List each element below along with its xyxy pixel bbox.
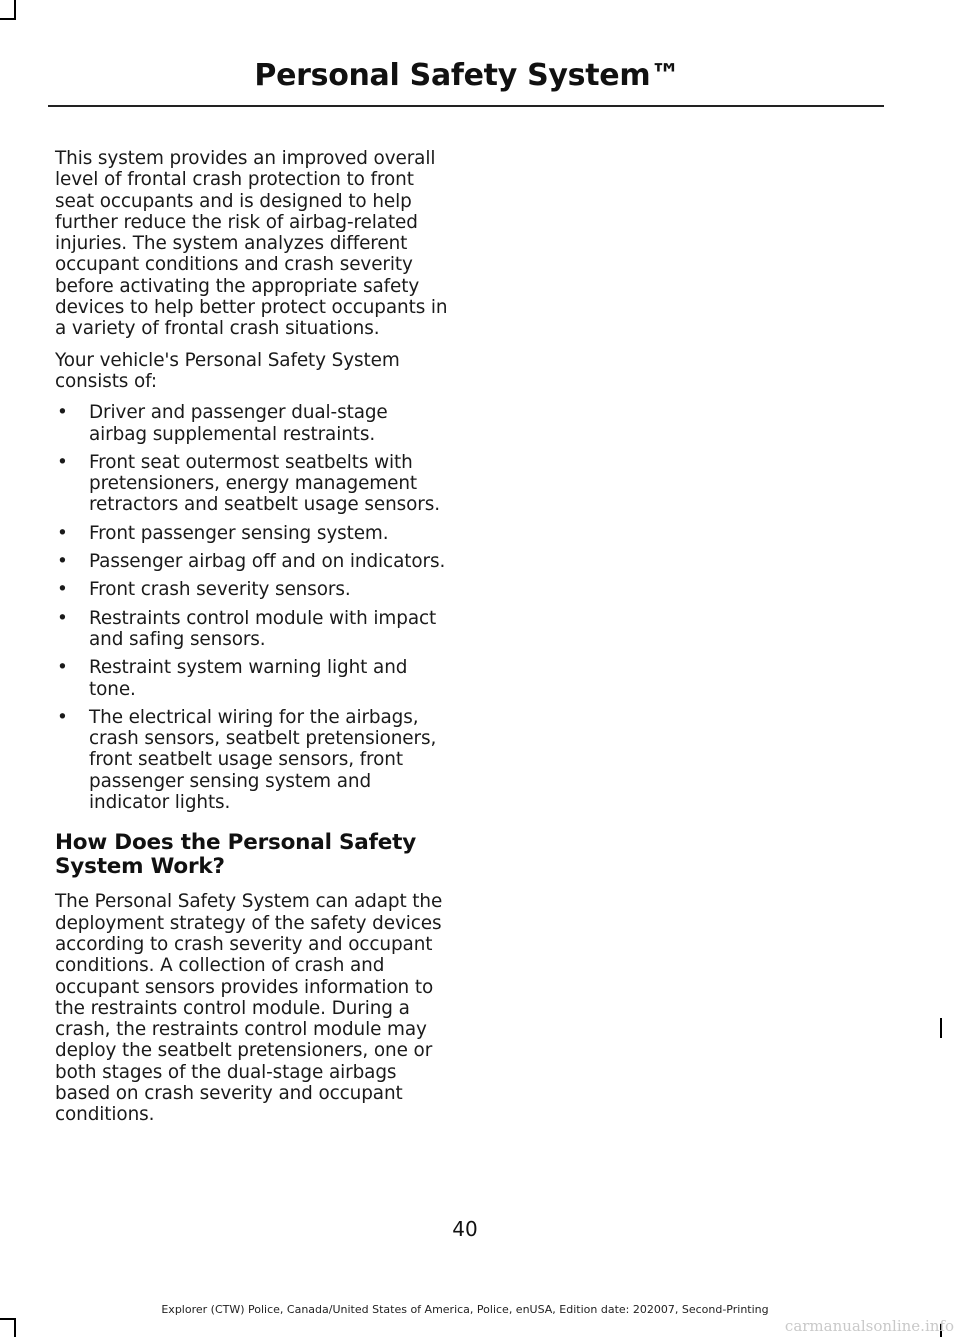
list-item bbox=[55, 579, 451, 600]
list-item bbox=[55, 551, 451, 572]
intro-paragraph: This system provides an improved overall level of frontal crash protection to front seat occupants and is designed to help further reduce the risk of airbag-related injuries. The system analyzes different occupant conditions and crash severity before activating the appropriate safety devices to help better protect occupants in a variety of frontal crash situations. bbox=[55, 148, 448, 340]
bullet-icon: • bbox=[57, 579, 68, 601]
list-item-text: The electrical wiring for the airbags, crash sensors, seatbelt pretensioners, front seatbelt usage sensors, front passenger sensing system and indicator lights. bbox=[89, 706, 437, 814]
bullet-icon: • bbox=[57, 657, 68, 679]
bullet-icon: • bbox=[57, 551, 68, 573]
crop-mark-top-left-vertical bbox=[14, 0, 16, 20]
crop-mark-right-vertical bbox=[940, 1018, 942, 1038]
consists-of-paragraph: Your vehicle's Personal Safety System consists of: bbox=[55, 349, 400, 392]
list-item-text: Front passenger sensing system. bbox=[89, 522, 389, 544]
watermark: carmanualsonline.info bbox=[784, 1317, 954, 1335]
page-number: 40 bbox=[452, 1217, 478, 1241]
list-item-text: Passenger airbag off and on indicators. bbox=[89, 551, 446, 573]
crop-mark-bottom-left-vertical bbox=[14, 1318, 16, 1337]
list-item bbox=[55, 402, 451, 445]
list-item bbox=[55, 608, 451, 651]
title-divider bbox=[48, 105, 884, 107]
bullet-icon: • bbox=[57, 522, 68, 544]
list-item-text: Front crash severity sensors. bbox=[89, 579, 351, 601]
bullet-icon: • bbox=[57, 402, 68, 424]
crop-mark-bottom-left-horizontal bbox=[0, 1318, 16, 1320]
section-heading: How Does the Personal Safety System Work? bbox=[55, 830, 417, 880]
list-item bbox=[55, 657, 451, 700]
list-item bbox=[55, 707, 451, 813]
list-item-text: Driver and passenger dual-stage airbag supplemental restraints. bbox=[89, 402, 388, 445]
list-item-text: Restraints control module with impact and safing sensors. bbox=[89, 607, 437, 650]
list-item-text: Restraint system warning light and tone. bbox=[89, 657, 408, 700]
bullet-icon: • bbox=[57, 607, 68, 629]
list-item-text: Front seat outermost seatbelts with pretensioners, energy management retractors and seatbelt usage sensors. bbox=[89, 451, 440, 516]
bullet-icon: • bbox=[57, 706, 68, 728]
page-title: Personal Safety System™ bbox=[254, 58, 680, 93]
list-item bbox=[55, 452, 451, 516]
components-list bbox=[55, 402, 451, 813]
edition-footer: Explorer (CTW) Police, Canada/United States of America, Police, enUSA, Edition date: 202007, Second-Printing bbox=[161, 1303, 769, 1316]
list-item bbox=[55, 523, 451, 544]
main-content bbox=[55, 148, 451, 1136]
crop-mark-top-left-horizontal bbox=[0, 18, 16, 20]
section-paragraph: The Personal Safety System can adapt the deployment strategy of the safety devices according to crash severity and occupant conditions. A collection of crash and occupant sensors provides information to the restraints control module. During a crash, the restraints control module may deploy the seatbelt pretensioners, one or both stages of the dual-stage airbags based on crash severity and occupant conditions. bbox=[55, 891, 443, 1126]
bullet-icon: • bbox=[57, 451, 68, 473]
